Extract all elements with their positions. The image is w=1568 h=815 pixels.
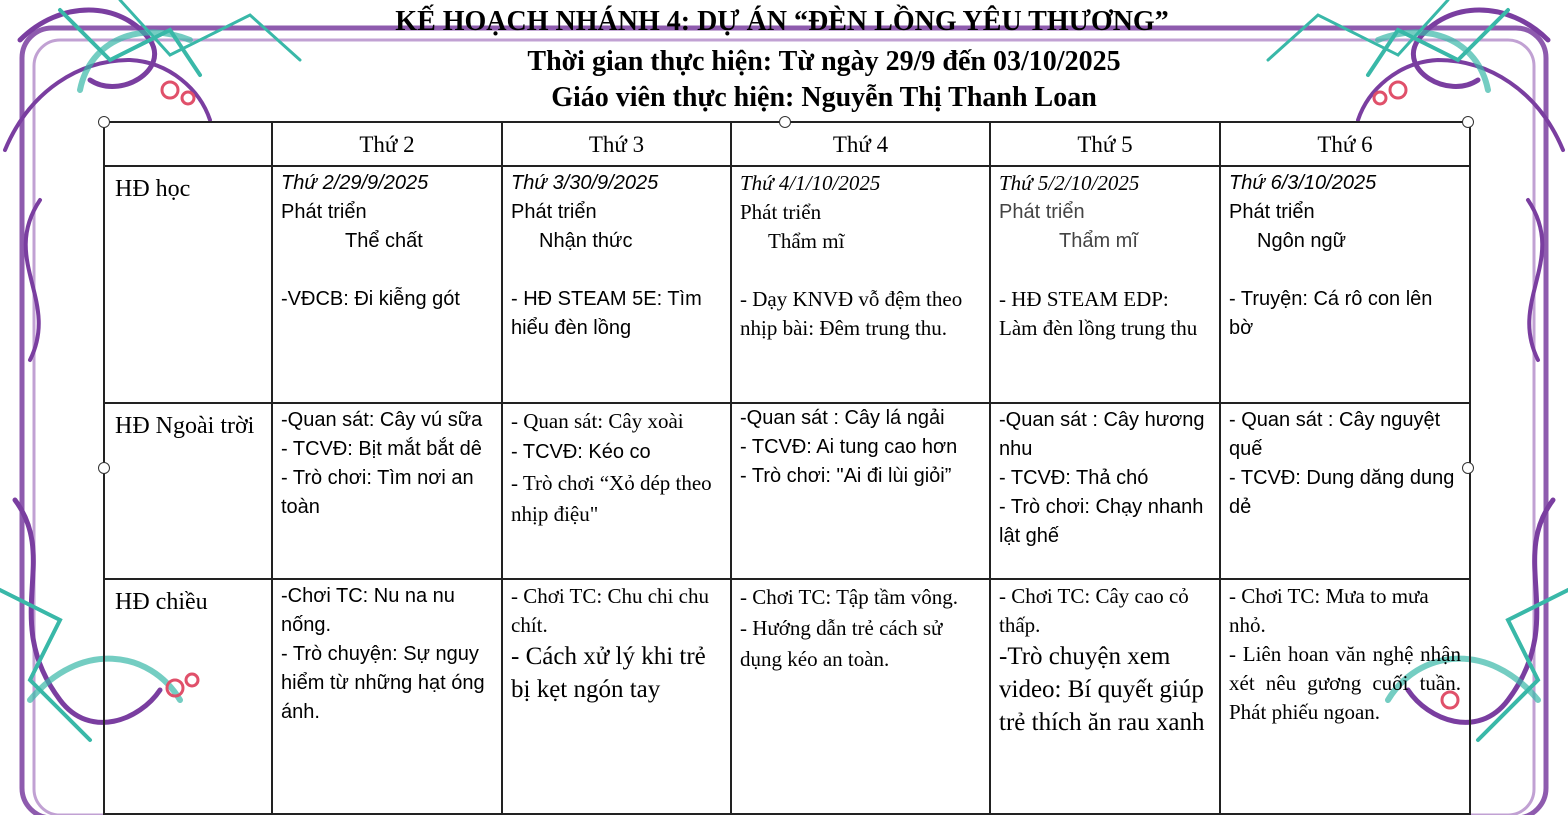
area: Phát triển bbox=[511, 201, 597, 223]
row-hd-ngoai-troi bbox=[104, 403, 1470, 579]
activity: - Dạy KNVĐ vỗ đệm theo nhịp bài: Đêm trung thu. bbox=[740, 287, 963, 340]
cell bbox=[502, 403, 731, 579]
area: Thẩm mĩ bbox=[1059, 230, 1138, 252]
area: Phát triển bbox=[281, 201, 367, 223]
cell bbox=[990, 166, 1220, 403]
resize-handle[interactable] bbox=[779, 116, 791, 128]
cell bbox=[731, 403, 990, 579]
area: Phát triển bbox=[740, 200, 822, 224]
cell bbox=[272, 166, 502, 403]
area: Phát triển bbox=[999, 201, 1085, 223]
weekly-plan-table bbox=[103, 121, 1471, 815]
list-item: - Hướng dẫn trẻ cách sử dụng kéo an toàn. bbox=[740, 616, 943, 671]
area: Thể chất bbox=[345, 230, 423, 252]
list-item: - Trò chơi: Tìm nơi an toàn bbox=[281, 467, 474, 518]
cell bbox=[502, 166, 731, 403]
area: Thẩm mĩ bbox=[768, 229, 845, 253]
cell bbox=[1220, 166, 1470, 403]
activity: - HĐ STEAM 5E: Tìm hiểu đèn lồng bbox=[511, 288, 702, 339]
plan-teacher: Giáo viên thực hiện: Nguyễn Thị Thanh Loan bbox=[551, 82, 1097, 113]
day-header: Thứ 6 bbox=[1220, 122, 1470, 166]
list-item: - Chơi TC: Mưa to mưa nhỏ. bbox=[1229, 584, 1429, 637]
plan-title: KẾ HOẠCH NHÁNH 4: DỰ ÁN “ĐÈN LỒNG YÊU THƯƠNG” bbox=[395, 6, 1169, 37]
date: Thứ 4/1/10/2025 bbox=[740, 171, 881, 195]
list-item: - TCVĐ: Bịt mắt bắt dê bbox=[281, 438, 482, 460]
date: Thứ 3/30/9/2025 bbox=[511, 172, 659, 194]
cell bbox=[272, 403, 502, 579]
date: Thứ 2/29/9/2025 bbox=[281, 172, 429, 194]
cell bbox=[731, 166, 990, 403]
date: Thứ 5/2/10/2025 bbox=[999, 171, 1140, 195]
list-item: - Trò chơi: Chạy nhanh lật ghế bbox=[999, 496, 1204, 547]
list-item: - Liên hoan văn nghệ nhận xét nêu gương cuối tuần. Phát phiếu ngoan. bbox=[1229, 642, 1461, 724]
list-item: - TCVĐ: Ai tung cao hơn bbox=[740, 436, 958, 458]
list-item: - Trò chuyện: Sự nguy hiểm từ những hạt óng ánh. bbox=[281, 643, 485, 723]
list-item: -Quan sát : Cây hương nhu bbox=[999, 409, 1205, 460]
resize-handle[interactable] bbox=[1462, 116, 1474, 128]
resize-handle[interactable] bbox=[98, 116, 110, 128]
header-row bbox=[104, 122, 1470, 166]
day-header: Thứ 5 bbox=[990, 122, 1220, 166]
list-item: -Chơi TC: Nu na nu nống. bbox=[281, 585, 455, 636]
list-item: -Trò chuyện xem video: Bí quyết giúp trẻ thích ăn rau xanh bbox=[999, 643, 1205, 736]
resize-handle[interactable] bbox=[98, 462, 110, 474]
activity: - Truyện: Cá rô con lên bờ bbox=[1229, 288, 1433, 339]
cell bbox=[1220, 403, 1470, 579]
area: Phát triển bbox=[1229, 201, 1315, 223]
list-item: -Quan sát: Cây vú sữa bbox=[281, 409, 483, 431]
cell bbox=[272, 579, 502, 814]
list-item: - Chơi TC: Chu chi chu chít. bbox=[511, 584, 709, 637]
list-item: - Chơi TC: Cây cao cỏ thấp. bbox=[999, 584, 1189, 637]
date: Thứ 6/3/10/2025 bbox=[1229, 172, 1377, 194]
day-header: Thứ 4 bbox=[731, 122, 990, 166]
cell bbox=[1220, 579, 1470, 814]
area: Nhận thức bbox=[539, 230, 633, 252]
list-item: - Cách xử lý khi trẻ bị kẹt ngón tay bbox=[511, 643, 706, 703]
list-item: - TCVĐ: Thả chó bbox=[999, 467, 1149, 489]
list-item: - Trò chơi: "Ai đi lùi giỏi” bbox=[740, 465, 952, 487]
list-item: - TCVĐ: Kéo co bbox=[511, 441, 651, 463]
cell bbox=[731, 579, 990, 814]
list-item: - TCVĐ: Dung dăng dung dẻ bbox=[1229, 467, 1455, 518]
day-header: Thứ 3 bbox=[502, 122, 731, 166]
plan-time: Thời gian thực hiện: Từ ngày 29/9 đến 03/10/2025 bbox=[527, 46, 1121, 77]
row-hd-hoc bbox=[104, 166, 1470, 403]
activity: -VĐCB: Đi kiễng gót bbox=[281, 288, 460, 310]
cell bbox=[990, 403, 1220, 579]
list-item: - Trò chơi “Xỏ dép theo nhịp điệu" bbox=[511, 471, 712, 526]
row-label: HĐ Ngoài trời bbox=[104, 403, 272, 579]
list-item: - Chơi TC: Tập tầm vông. bbox=[740, 585, 958, 609]
list-item: - Quan sát: Cây xoài bbox=[511, 409, 684, 433]
list-item: - Quan sát : Cây nguyệt quế bbox=[1229, 409, 1441, 460]
cell bbox=[990, 579, 1220, 814]
cell bbox=[502, 579, 731, 814]
area: Ngôn ngữ bbox=[1257, 230, 1347, 252]
row-label: HĐ chiều bbox=[104, 579, 272, 814]
resize-handle[interactable] bbox=[1462, 462, 1474, 474]
activity: - HĐ STEAM EDP: Làm đèn lồng trung thu bbox=[999, 287, 1198, 340]
list-item: -Quan sát : Cây lá ngải bbox=[740, 407, 945, 429]
corner-cell bbox=[104, 122, 272, 166]
row-hd-chieu bbox=[104, 579, 1470, 814]
row-label: HĐ học bbox=[104, 166, 272, 403]
day-header: Thứ 2 bbox=[272, 122, 502, 166]
